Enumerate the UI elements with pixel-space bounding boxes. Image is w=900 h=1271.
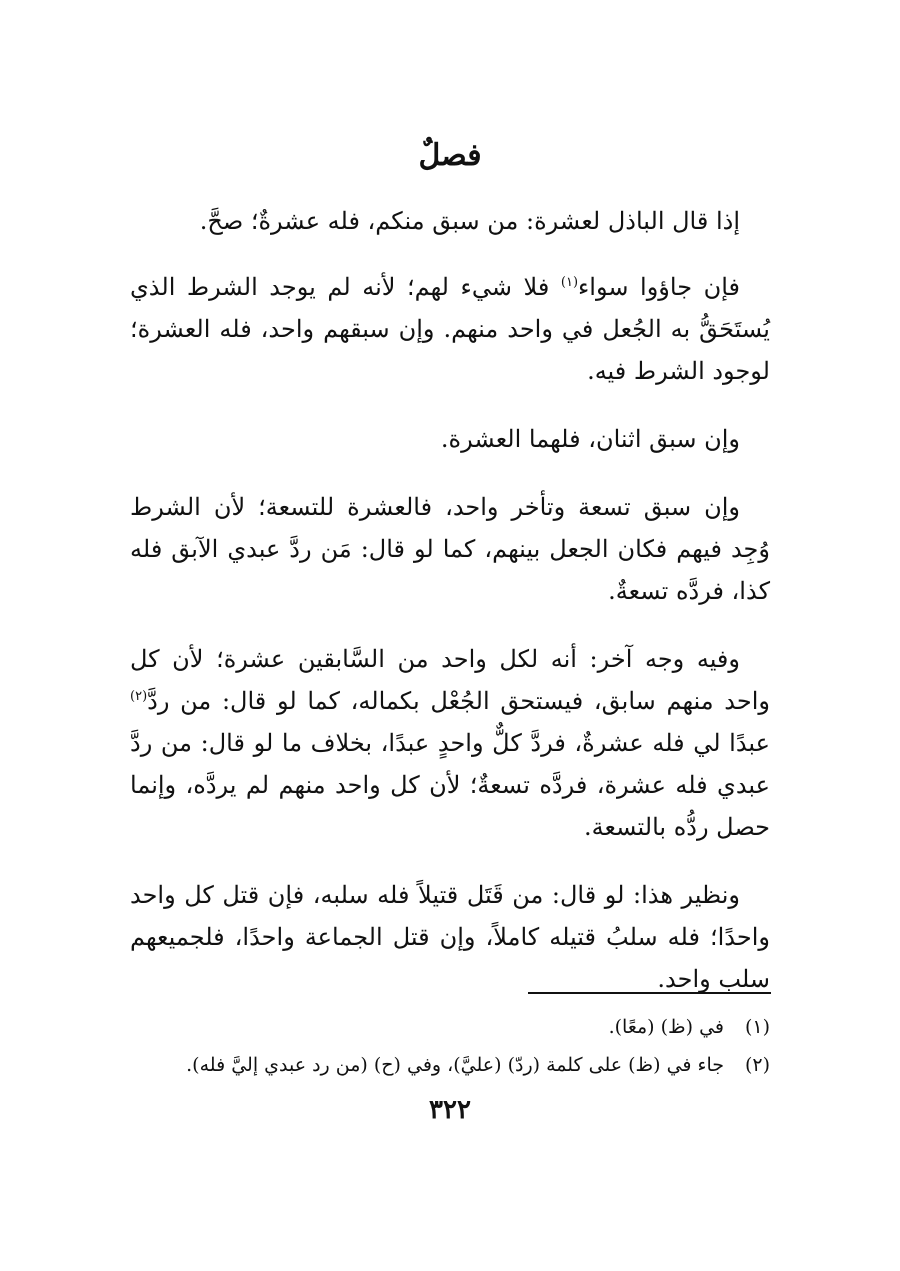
paragraph-5-text-b: عبدًا لي فله عشرةٌ، فردَّ كلٌّ واحدٍ عبدًا، بخلاف ما لو قال: من ردَّ عبدي فله عشرة، فردَّه تسعةٌ؛ لأن كل واحد منهم لم يردَّه، وإنما حصل ردُّه بالتسعة.	[130, 729, 770, 841]
footnote-text: في (ظ) (معًا).	[608, 1016, 724, 1038]
page-number: ٣٢٢	[429, 1095, 471, 1125]
paragraph-2-text-b: فلا شيء لهم؛ لأنه لم يوجد الشرط الذي يُستَحَقُّ به الجُعل في واحد منهم. وإن سبقهم واحد، فله العشرة؛ لوجود الشرط فيه.	[130, 273, 770, 385]
main-text	[130, 200, 770, 1026]
paragraph-4: وإن سبق تسعة وتأخر واحد، فالعشرة للتسعة؛ لأن الشرط وُجِد فيهم فكان الجعل بينهم، كما لو قال: مَن ردَّ عبدي الآبق فله كذا، فردَّه تسعةٌ.	[130, 493, 770, 605]
paragraph-2-text-a: فإن جاؤوا سواء	[578, 273, 741, 301]
paragraph-5-text-a: وفيه وجه آخر: أنه لكل واحد من السَّابقين عشرة؛ لأن كل واحد منهم سابق، فيستحق الجُعْل بكماله، كما لو قال: من ردَّ	[130, 645, 770, 715]
paragraph-3: وإن سبق اثنان، فلهما العشرة.	[440, 425, 740, 453]
footnote-number: (٢)	[744, 1054, 770, 1076]
footnote-number: (١)	[744, 1016, 770, 1038]
footnote-ref-1: (١)	[560, 275, 579, 290]
footnote-2	[130, 1046, 770, 1084]
paragraph-2	[130, 266, 770, 392]
footnote-ref-2: (٢)	[130, 689, 148, 704]
footnote-text: جاء في (ظ) على كلمة (ردّ) (عليَّ)، وفي (ح) (من رد عبدي إليَّ فله).	[186, 1054, 724, 1076]
footnote-1	[130, 1008, 770, 1046]
paragraph-6: ونظير هذا: لو قال: من قَتَل قتيلاً فله سلبه، فإن قتل كل واحد واحدًا؛ فله سلبُ قتيله كاملاً، وإن قتل الجماعة واحدًا، فلجميعهم سلب واحد.	[130, 881, 770, 993]
footnotes	[130, 1008, 770, 1084]
section-title: فصلٌ	[418, 138, 482, 173]
paragraph-1: إذا قال الباذل لعشرة: من سبق منكم، فله عشرةٌ؛ صحَّ.	[199, 207, 740, 235]
footnote-divider	[528, 992, 771, 994]
paragraph-5	[130, 638, 770, 848]
